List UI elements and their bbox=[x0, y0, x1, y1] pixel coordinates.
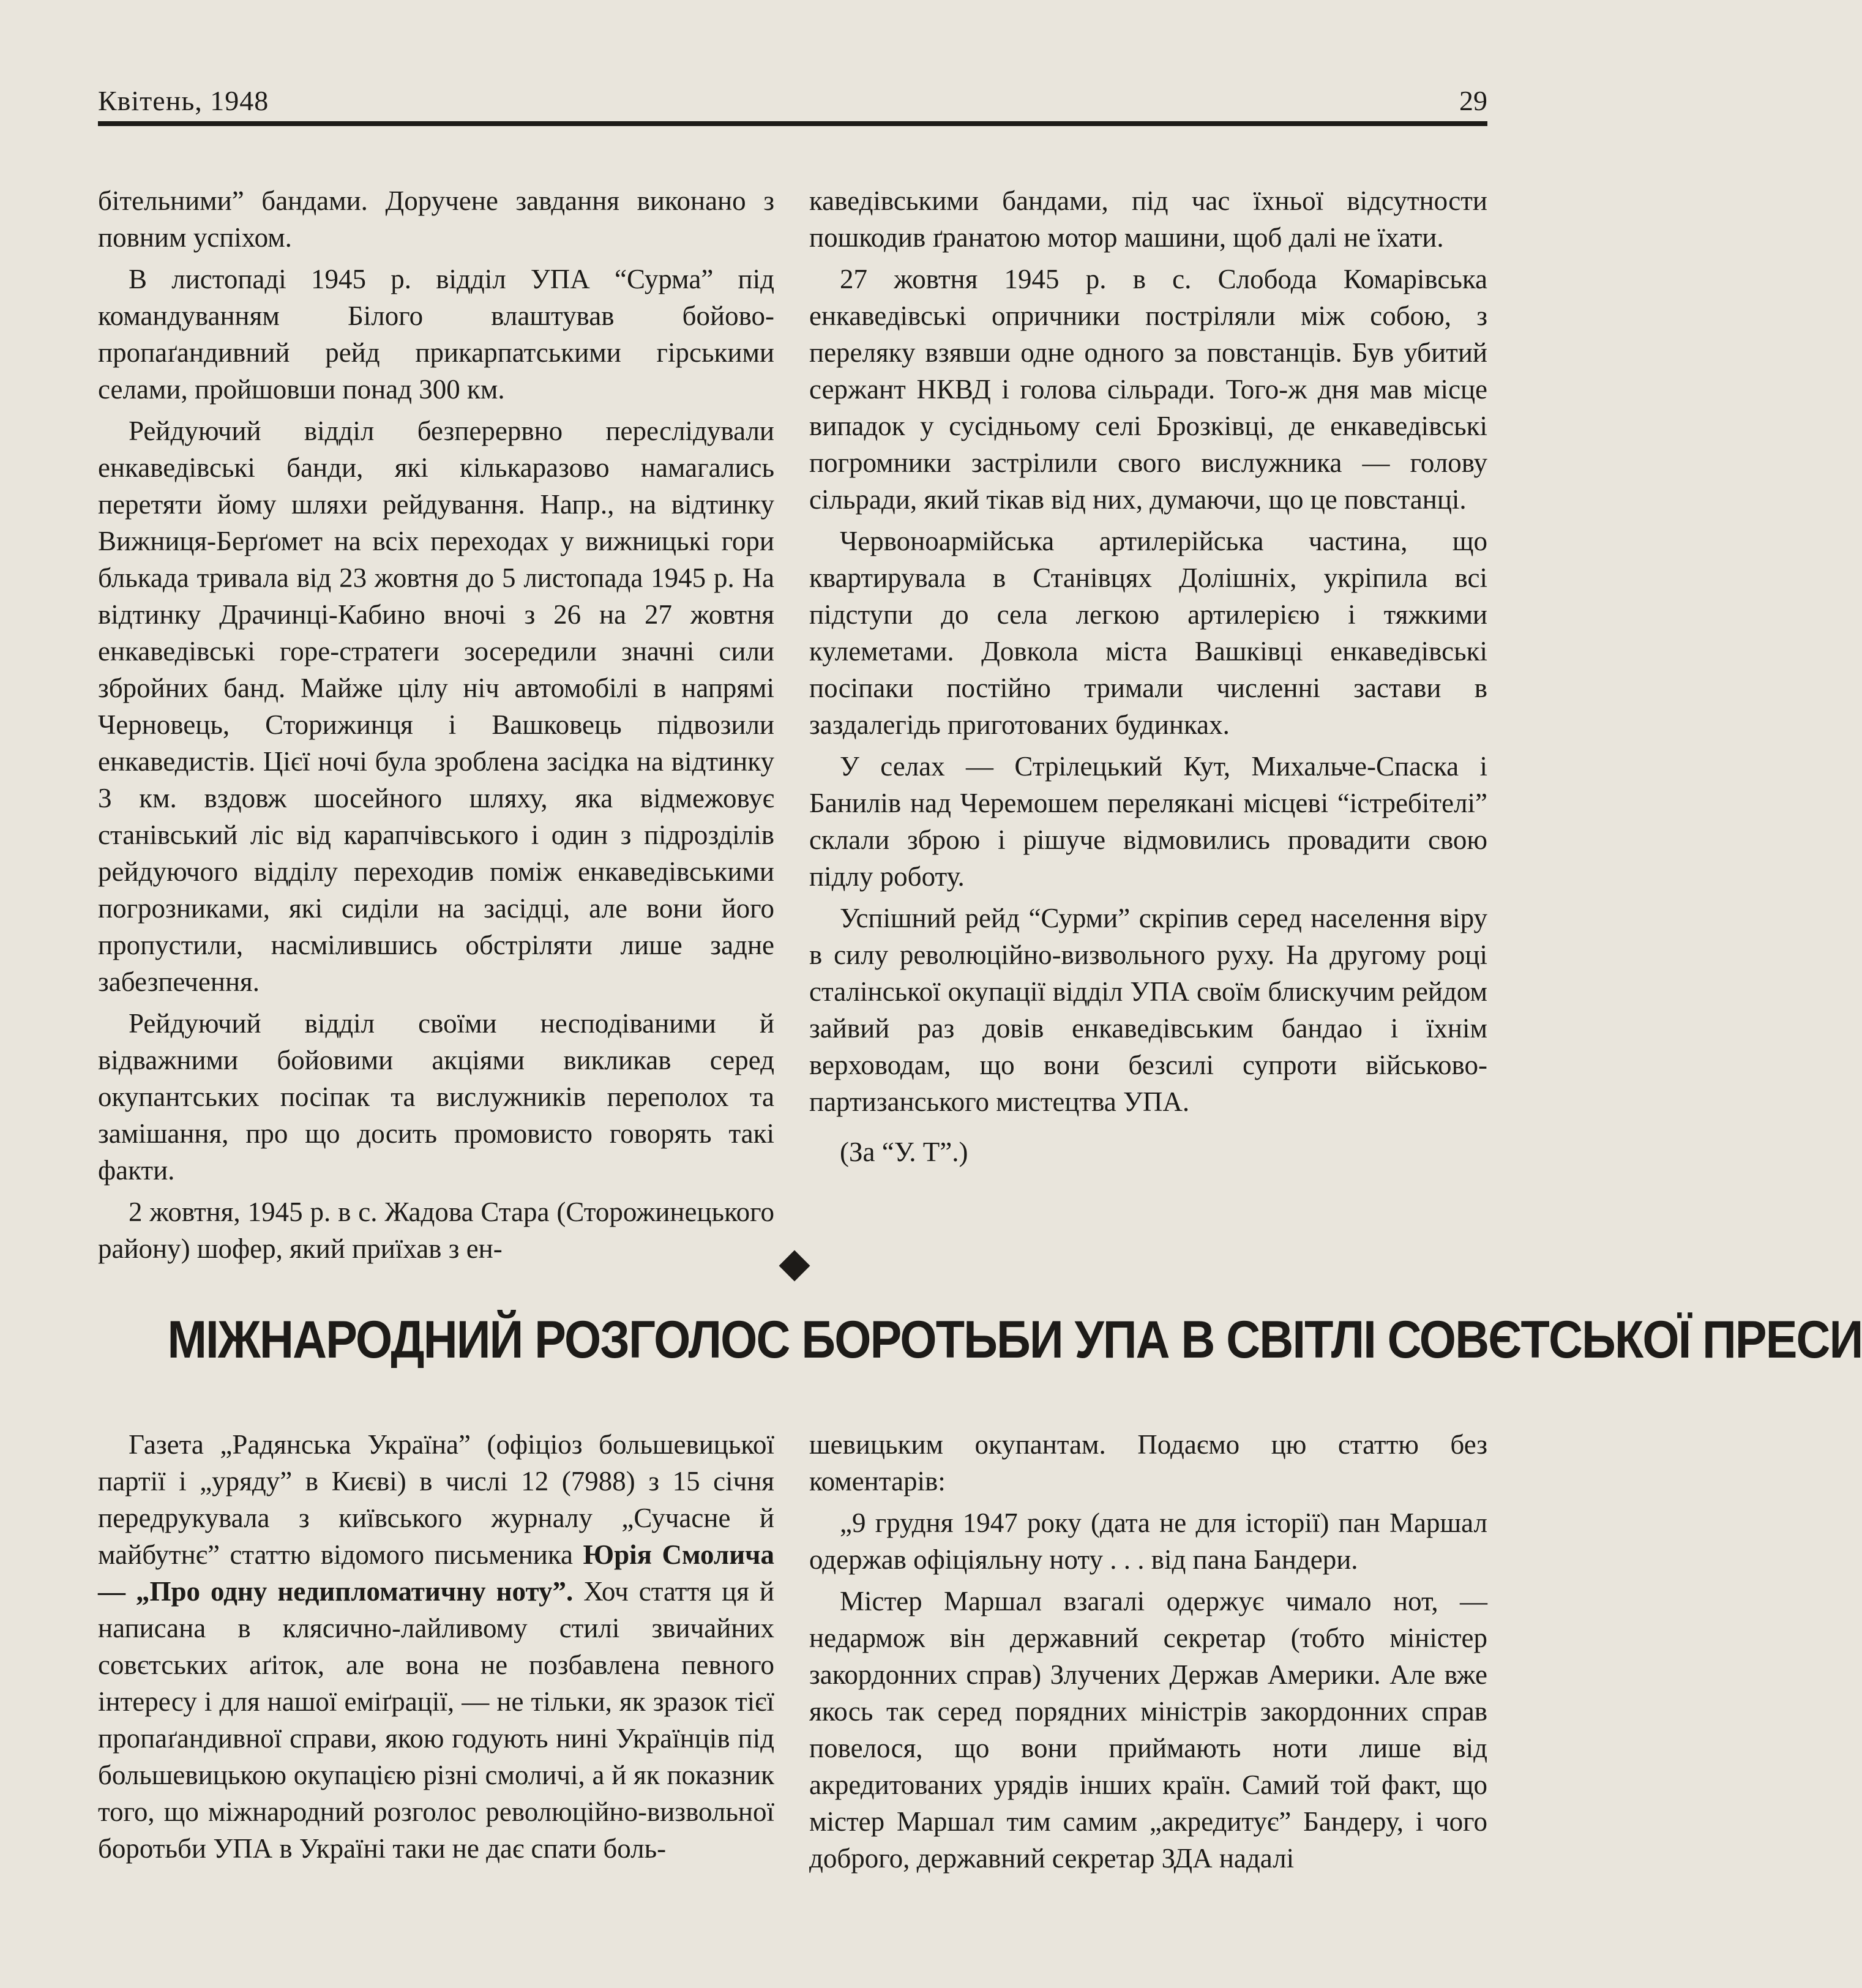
paragraph: 27 жовтня 1945 р. в с. Слобода Комарівська енкаведівські опричники постріляли між собою, з переляку взявши одне одного за повстанців. Був убитий сержант НКВД і голова сільради. Того-ж дня мав місце випадок у сусідньому селі Брозківці, де енкаведівські погромники застрілили свого вислужника — голову сільради, який тікав від них, думаючи, що це повстанці. bbox=[809, 264, 1487, 515]
top-article-left-column bbox=[98, 182, 774, 1272]
paragraph: Рейдуючий відділ безперервно переслідували енкаведівські банди, які кількаразово намагались перетяти йому шляхи рейдування. Напр., на відтинку Вижниця-Берґомет на всіх переходах у вижницькі гори блькада тривала від 23 жовтня до 5 листопада 1945 р. На відтинку Драчинці-Кабино вночі з 26 на 27 жовтня енкаведівські горе-стратеги зосередили значні сили збройних банд. Майже цілу ніч автомобілі в напрямі Черновець, Сторижинця і Вашковець підвозили енкаведистів. Цієї ночі була зроблена засідка на відтинку 3 км. вздовж шосейного шляху, яка відмежовує станівський ліс від карапчівського і один з підрозділів рейдуючого відділу переходив поміж енкаведівськими погрозниками, які сиділи на засідці, але вони його пропустили, насмілившись обстріляти лише задне забезпечення. bbox=[98, 416, 774, 997]
diamond-ornament-icon bbox=[779, 1250, 810, 1282]
paragraph: „9 грудня 1947 року (дата не для історії) пан Маршал одержав офіціяльну ноту . . . від пана Бандери. bbox=[809, 1508, 1487, 1575]
body-text: Хоч стаття ця й написана в клясично-лайливому стилі звичайних совєтських аґіток, але вона не позбавлена певного інтересу і для нашої еміґрації, — не тільки, як зразок тієї пропаґандивної справи, якою годують нині Українців під большевицькою окупацією різні смоличі, а й як показник того, що міжнародний розголос революційно-визвольної боротьби УПА в Україні таки не дає спати боль- bbox=[98, 1576, 775, 1864]
intro-text: Газета „Радянська Україна” (офіціоз большевицької партії і „уряду” в Києві) в числі 12 (7988) з 15 січня передрукувала з київського журналу „Сучасне й майбутнє” статтю відомого письменика bbox=[98, 1429, 774, 1570]
author-and-title: Юрія Смолича — „Про одну недипломатичну ноту”. bbox=[98, 1539, 775, 1607]
page-header bbox=[98, 81, 1487, 124]
bottom-article-right-column bbox=[809, 1426, 1487, 1881]
top-article-right-column bbox=[809, 182, 1487, 1175]
source-signature: (За “У. Т”.) bbox=[840, 1137, 968, 1167]
paragraph: шевицьким окупантам. Подаємо цю статтю без коментарів: bbox=[809, 1429, 1487, 1497]
paragraph: Успішний рейд “Сурми” скріпив серед населення віру в силу революційно-визвольного руху. На другому році сталінської окупації відділ УПА своїм блискучим рейдом зайвий раз довів енкаведівським бандао і їхнім верховодам, що вони безсилі супроти військово-партизанського мистецтва УПА. bbox=[809, 903, 1487, 1117]
paragraph: Червоноармійська артилерійська частина, що квартирувала в Станівцях Долішніх, укріпила всі підступи до села легкою артилерією і тяжкими кулеметами. Довкола міста Вашківці енкаведівські посіпаки постійно тримали численні застави в заздалегідь приготованих будинках. bbox=[809, 526, 1487, 740]
paragraph: Містер Маршал взагалі одержує чимало нот, — недармож він державний секретар (тобто міністер закордонних справ) Злучених Держав Америки. Але вже якось так серед порядних міністрів закордонних справ повелося, що вони приймають ноти лише від акредитованих урядів інших країн. Самий той факт, що містер Маршал тим самим „акредитує” Бандеру, і чого доброго, державний секретар ЗДА надалі bbox=[809, 1586, 1487, 1874]
paragraph: У селах — Стрілецький Кут, Михальче-Спаска і Банилів над Черемошем перелякані місцеві “істребітелі” склали зброю і рішуче відмовились провадити свою підлу роботу. bbox=[809, 751, 1487, 892]
paragraph: Рейдуючий відділ своїми несподіваними й відважними бойовими акціями викликав серед окупантських посіпак та вислужників переполох та замішання, про що досить промовисто говорять такі факти. bbox=[98, 1008, 774, 1186]
header-rule bbox=[98, 121, 1487, 126]
paragraph bbox=[98, 1426, 774, 1867]
article-headline: МІЖНАРОДНИЙ РОЗГОЛОС БОРОТЬБИ УПА В СВІТЛІ СОВЄТСЬКОЇ ПРЕСИ bbox=[167, 1310, 1862, 1369]
paragraph: бітельними” бандами. Доручене завдання виконано з повним успіхом. bbox=[98, 185, 774, 253]
issue-date: Квітень, 1948 bbox=[98, 85, 269, 116]
paragraph: В листопаді 1945 р. відділ УПА “Сурма” під командуванням Білого влаштував бойово-пропаґандивний рейд прикарпатськими гірськими селами, пройшовши понад 300 км. bbox=[98, 264, 774, 405]
bottom-article-left-column bbox=[98, 1426, 774, 1872]
paragraph: каведівськими бандами, під час їхньої відсутности пошкодив ґранатою мотор машини, щоб далі не їхати. bbox=[809, 185, 1487, 253]
page-number: 29 bbox=[1459, 85, 1487, 116]
paragraph: 2 жовтня, 1945 р. в с. Жадова Стара (Сторожинецького району) шофер, який приїхав з ен- bbox=[98, 1197, 774, 1264]
